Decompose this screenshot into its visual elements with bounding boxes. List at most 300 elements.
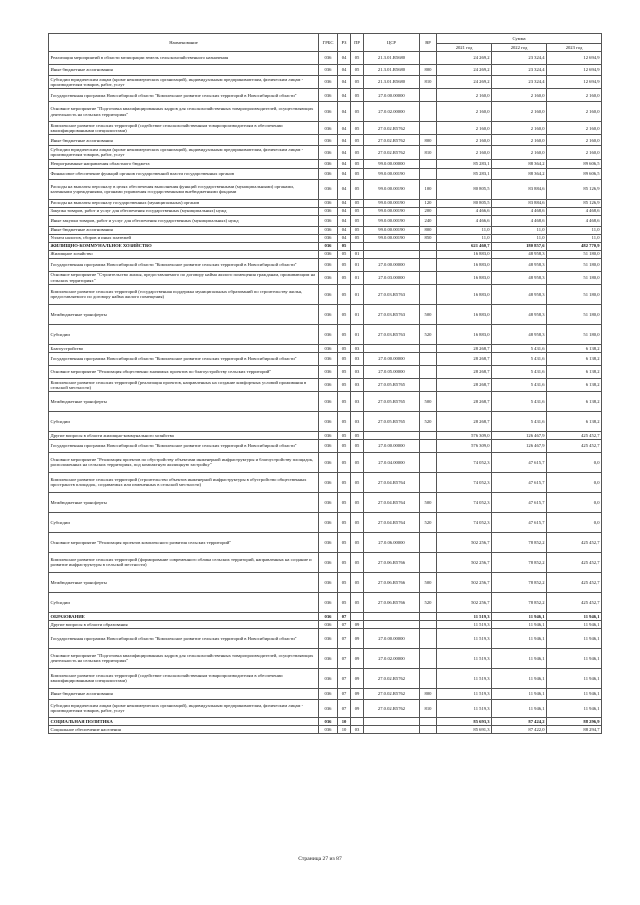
cell-2021: 502 256,7 [437, 592, 492, 612]
cell-name: Комплексное развитие сельских территорий (формирование современного облика сельских территорий, направленных на создание и развитие инфраструктуры в сельской местности) [49, 552, 319, 572]
cell-vr [420, 431, 437, 439]
cell-grbs: 036 [319, 234, 338, 242]
cell-2023: 11 946,1 [547, 668, 602, 688]
cell-name: Субсидии [49, 411, 319, 431]
cell-2021: 74 052,3 [437, 492, 492, 512]
cell-pr: 05 [351, 572, 364, 592]
cell-rz: 07 [338, 628, 351, 648]
cell-rz: 05 [338, 352, 351, 365]
cell-2021: 621 460,7 [437, 242, 492, 250]
cell-grbs: 036 [319, 472, 338, 492]
cell-grbs: 036 [319, 411, 338, 431]
cell-csr: 27.0.04.R5764 [364, 492, 420, 512]
cell-2022: 78 852,2 [492, 592, 547, 612]
cell-vr: 500 [420, 572, 437, 592]
cell-rz: 04 [338, 146, 351, 159]
cell-vr [420, 378, 437, 391]
header-year-2022: 2022 год [492, 44, 547, 52]
cell-name: ЖИЛИЩНО-КОММУНАЛЬНОЕ ХОЗЯЙСТВО [49, 242, 319, 250]
cell-csr: 27.0.02.R5762 [364, 688, 420, 699]
cell-2021: 16 883,0 [437, 258, 492, 271]
cell-2021: 74 052,3 [437, 512, 492, 532]
cell-name: Иные бюджетные ассигнования [49, 688, 319, 699]
cell-grbs: 036 [319, 52, 338, 65]
cell-vr [420, 620, 437, 628]
table-row [49, 242, 602, 250]
header-year-2021: 2021 год [437, 44, 492, 52]
table-row [49, 365, 602, 378]
cell-2021: 4 466,6 [437, 207, 492, 215]
cell-grbs: 036 [319, 242, 338, 250]
cell-2021: 85 283,1 [437, 168, 492, 179]
cell-2021: 24 269,2 [437, 76, 492, 89]
cell-vr [420, 648, 437, 668]
cell-name: Субсидии [49, 324, 319, 344]
cell-csr: 27.0.00.00000 [364, 258, 420, 271]
cell-pr: 05 [351, 159, 364, 168]
cell-grbs: 036 [319, 365, 338, 378]
cell-grbs: 036 [319, 76, 338, 89]
cell-csr: 27.0.06.R5766 [364, 592, 420, 612]
table-row [49, 572, 602, 592]
cell-2023: 482 770,9 [547, 242, 602, 250]
cell-rz: 07 [338, 620, 351, 628]
cell-pr: 09 [351, 648, 364, 668]
cell-2022: 47 615,7 [492, 452, 547, 472]
cell-name: Иные бюджетные ассигнования [49, 135, 319, 146]
cell-grbs: 036 [319, 226, 338, 234]
cell-name: Основное мероприятие "Реализация общественно значимых проектов по благоустройству сельских территорий" [49, 365, 319, 378]
cell-csr: 99.0.00.00190 [364, 226, 420, 234]
cell-name: Основное мероприятие "Реализация проектов комплексного развития сельских территорий" [49, 532, 319, 552]
cell-pr: 09 [351, 699, 364, 717]
cell-2023: 51 180,0 [547, 250, 602, 258]
cell-vr: 520 [420, 411, 437, 431]
cell-vr [420, 284, 437, 304]
cell-2023: 425 452,7 [547, 592, 602, 612]
table-row [49, 532, 602, 552]
cell-2021: 28 268,7 [437, 378, 492, 391]
cell-vr [420, 250, 437, 258]
cell-name: Государственная программа Новосибирской области "Комплексное развитие сельских территорий в Новосибирской области" [49, 439, 319, 452]
cell-2023: 51 180,0 [547, 258, 602, 271]
cell-rz: 05 [338, 492, 351, 512]
cell-2023: 6 138,2 [547, 411, 602, 431]
cell-pr: 05 [351, 199, 364, 207]
cell-name: Субсидии юридическим лицам (кроме некоммерческих организаций), индивидуальным предпринимателям, физическим лицам - производителям товаров, работ, услуг [49, 76, 319, 89]
cell-rz: 10 [338, 725, 351, 733]
header-sum: Сумма [437, 34, 602, 44]
cell-pr: 09 [351, 620, 364, 628]
cell-csr: 27.0.02.R5762 [364, 135, 420, 146]
cell-pr: 03 [351, 725, 364, 733]
cell-vr: 810 [420, 76, 437, 89]
cell-2023: 2 160,0 [547, 135, 602, 146]
cell-2022: 2 160,0 [492, 146, 547, 159]
cell-2022: 47 615,7 [492, 472, 547, 492]
cell-2021: 28 268,7 [437, 391, 492, 411]
cell-2022: 78 852,2 [492, 532, 547, 552]
cell-pr: 09 [351, 688, 364, 699]
cell-2022: 48 958,3 [492, 324, 547, 344]
table-row [49, 271, 602, 284]
cell-rz: 04 [338, 102, 351, 122]
cell-pr: 05 [351, 135, 364, 146]
cell-vr [420, 717, 437, 725]
cell-vr [420, 122, 437, 135]
cell-csr: 21.3.01.R5680 [364, 76, 420, 89]
cell-2021: 4 466,6 [437, 215, 492, 226]
cell-grbs: 036 [319, 612, 338, 620]
cell-csr: 99.0.00.00190 [364, 207, 420, 215]
cell-pr: 05 [351, 76, 364, 89]
cell-pr: 01 [351, 250, 364, 258]
cell-name: Межбюджетные трансферты [49, 492, 319, 512]
cell-2021: 16 883,0 [437, 304, 492, 324]
cell-2023: 88 294,7 [547, 725, 602, 733]
cell-name: Государственная программа Новосибирской области "Комплексное развитие сельских территорий в Новосибирской области" [49, 258, 319, 271]
cell-csr [364, 344, 420, 352]
cell-csr: 27.0.02.R5762 [364, 668, 420, 688]
cell-rz: 05 [338, 512, 351, 532]
cell-csr: 27.0.06.R5766 [364, 572, 420, 592]
cell-2022: 48 958,3 [492, 258, 547, 271]
cell-vr [420, 472, 437, 492]
cell-pr: 03 [351, 378, 364, 391]
cell-csr: 27.0.02.R5762 [364, 146, 420, 159]
cell-2023: 6 138,2 [547, 391, 602, 411]
cell-vr: 520 [420, 592, 437, 612]
cell-2023: 51 180,0 [547, 304, 602, 324]
cell-grbs: 036 [319, 135, 338, 146]
cell-vr [420, 452, 437, 472]
cell-rz: 05 [338, 378, 351, 391]
cell-2022: 78 852,2 [492, 572, 547, 592]
cell-2022: 5 431,6 [492, 378, 547, 391]
header-year-2023: 2023 год [547, 44, 602, 52]
cell-vr: 520 [420, 324, 437, 344]
cell-2021: 85 691,3 [437, 725, 492, 733]
cell-pr: 05 [351, 146, 364, 159]
cell-rz: 07 [338, 668, 351, 688]
cell-2022: 2 160,0 [492, 135, 547, 146]
cell-2023: 425 452,7 [547, 532, 602, 552]
cell-2023: 425 452,7 [547, 552, 602, 572]
cell-2023: 2 160,0 [547, 146, 602, 159]
cell-vr: 100 [420, 179, 437, 199]
cell-grbs: 036 [319, 699, 338, 717]
cell-2021: 11 519,3 [437, 612, 492, 620]
cell-csr: 27.0.05.00000 [364, 365, 420, 378]
cell-2023: 2 160,0 [547, 89, 602, 102]
cell-grbs: 036 [319, 552, 338, 572]
cell-grbs: 036 [319, 512, 338, 532]
cell-pr: 05 [351, 552, 364, 572]
cell-grbs: 036 [319, 168, 338, 179]
cell-2021: 74 052,3 [437, 452, 492, 472]
cell-pr: 05 [351, 592, 364, 612]
cell-2021: 2 160,0 [437, 122, 492, 135]
cell-pr: 05 [351, 452, 364, 472]
table-row [49, 472, 602, 492]
cell-grbs: 036 [319, 250, 338, 258]
cell-name: Закупка товаров, работ и услуг для обеспечения государственных (муниципальных) нужд [49, 207, 319, 215]
cell-rz: 04 [338, 168, 351, 179]
cell-pr: 05 [351, 179, 364, 199]
cell-rz: 07 [338, 648, 351, 668]
cell-2023: 4 468,6 [547, 215, 602, 226]
cell-grbs: 036 [319, 492, 338, 512]
cell-vr [420, 612, 437, 620]
table-row [49, 258, 602, 271]
cell-grbs: 036 [319, 725, 338, 733]
cell-grbs: 036 [319, 572, 338, 592]
cell-csr: 99.0.00.00190 [364, 199, 420, 207]
cell-rz: 04 [338, 65, 351, 76]
cell-rz: 05 [338, 572, 351, 592]
cell-vr: 810 [420, 699, 437, 717]
cell-2022: 5 431,6 [492, 365, 547, 378]
cell-rz: 04 [338, 199, 351, 207]
cell-grbs: 036 [319, 592, 338, 612]
cell-2021: 11,0 [437, 226, 492, 234]
cell-2021: 11 519,3 [437, 668, 492, 688]
cell-csr: 27.0.05.R5765 [364, 378, 420, 391]
cell-2023: 6 138,2 [547, 352, 602, 365]
cell-2023: 11 946,1 [547, 620, 602, 628]
cell-name: Комплексное развитие сельских территорий (содействие сельскохозяйственным товаропроизводителям в обеспечении квалифицированными специалистами) [49, 122, 319, 135]
table-row [49, 431, 602, 439]
header-vr: ВР [420, 34, 437, 52]
cell-2022: 2 160,0 [492, 122, 547, 135]
cell-2022: 87 422,0 [492, 725, 547, 733]
cell-2021: 16 883,0 [437, 250, 492, 258]
cell-2021: 2 160,0 [437, 102, 492, 122]
table-row [49, 439, 602, 452]
cell-pr: 05 [351, 512, 364, 532]
cell-rz: 05 [338, 258, 351, 271]
cell-2023: 12 694,9 [547, 76, 602, 89]
cell-vr [420, 52, 437, 65]
cell-rz: 05 [338, 391, 351, 411]
cell-vr [420, 271, 437, 284]
table-row [49, 512, 602, 532]
cell-rz: 07 [338, 612, 351, 620]
cell-grbs: 036 [319, 65, 338, 76]
cell-2023: 4 468,6 [547, 207, 602, 215]
cell-csr: 27.0.02.R5762 [364, 122, 420, 135]
cell-csr [364, 431, 420, 439]
cell-grbs: 036 [319, 324, 338, 344]
cell-pr: 05 [351, 168, 364, 179]
cell-rz: 05 [338, 344, 351, 352]
cell-vr [420, 365, 437, 378]
cell-2021: 74 052,3 [437, 472, 492, 492]
cell-csr: 27.0.03.00000 [364, 271, 420, 284]
cell-grbs: 036 [319, 199, 338, 207]
table-row [49, 159, 602, 168]
cell-name: Социальное обеспечение населения [49, 725, 319, 733]
cell-vr [420, 532, 437, 552]
cell-csr [364, 620, 420, 628]
cell-vr: 120 [420, 199, 437, 207]
cell-rz: 04 [338, 179, 351, 199]
cell-2022: 23 324,4 [492, 76, 547, 89]
cell-name: Комплексное развитие сельских территорий (государственная поддержка муниципальных образований по строительству жилья, предоставляемого по договору найма жилого помещения) [49, 284, 319, 304]
table-row [49, 324, 602, 344]
cell-pr: 05 [351, 89, 364, 102]
cell-rz: 04 [338, 52, 351, 65]
cell-name: Иные закупки товаров, работ и услуг для обеспечения государственных (муниципальных) нужд [49, 215, 319, 226]
cell-2022: 126 467,9 [492, 439, 547, 452]
table-row [49, 668, 602, 688]
cell-rz: 05 [338, 242, 351, 250]
cell-pr: 05 [351, 226, 364, 234]
cell-2023: 2 160,0 [547, 122, 602, 135]
cell-2021: 28 268,7 [437, 365, 492, 378]
table-body [49, 52, 602, 734]
cell-grbs: 036 [319, 352, 338, 365]
cell-name: Расходы на выплаты персоналу в целях обеспечения выполнения функций государственными (муниципальными) органами, казенными учреждениями, органами управления государственными внебюджетными фондами [49, 179, 319, 199]
cell-2022: 5 431,6 [492, 391, 547, 411]
cell-2023: 11 946,1 [547, 612, 602, 620]
cell-2023: 11 946,1 [547, 648, 602, 668]
cell-2022: 88 364,2 [492, 168, 547, 179]
cell-pr: 05 [351, 431, 364, 439]
cell-name: Основное мероприятие "Строительство жилья, предоставляемого по договору найма жилого помещения гражданам, проживающим на сельских территориях" [49, 271, 319, 284]
cell-rz: 05 [338, 411, 351, 431]
cell-2023: 11,0 [547, 226, 602, 234]
cell-csr: 27.0.03.R5763 [364, 304, 420, 324]
cell-vr: 200 [420, 207, 437, 215]
cell-name: Иные бюджетные ассигнования [49, 226, 319, 234]
cell-grbs: 036 [319, 648, 338, 668]
cell-csr: 27.0.00.00000 [364, 89, 420, 102]
table-row [49, 52, 602, 65]
cell-grbs: 036 [319, 391, 338, 411]
page-number: Страница 27 из 87 [298, 856, 342, 862]
cell-2021: 85 283,1 [437, 159, 492, 168]
cell-name: Субсидии юридическим лицам (кроме некоммерческих организаций), индивидуальным предпринимателям, физическим лицам - производителям товаров, работ, услуг [49, 146, 319, 159]
table-row [49, 344, 602, 352]
cell-csr [364, 612, 420, 620]
cell-name: Комплексное развитие сельских территорий (строительство объектов инженерной инфраструктуры в обустройство общественных пространств площадок, создаваемых или измененных в сельской местности) [49, 472, 319, 492]
cell-vr: 520 [420, 512, 437, 532]
cell-rz: 05 [338, 324, 351, 344]
table-row [49, 234, 602, 242]
cell-rz: 07 [338, 688, 351, 699]
table-row [49, 648, 602, 668]
cell-grbs: 036 [319, 620, 338, 628]
cell-2021: 80 805,5 [437, 179, 492, 199]
cell-grbs: 036 [319, 688, 338, 699]
cell-2021: 28 268,7 [437, 411, 492, 431]
cell-2022: 11 946,1 [492, 668, 547, 688]
cell-2021: 80 805,5 [437, 199, 492, 207]
cell-grbs: 036 [319, 215, 338, 226]
cell-2021: 85 693,3 [437, 717, 492, 725]
cell-pr: 01 [351, 271, 364, 284]
header-rz: РЗ [338, 34, 351, 52]
document-page [48, 33, 601, 734]
cell-pr: 05 [351, 122, 364, 135]
cell-2022: 48 958,3 [492, 271, 547, 284]
cell-vr [420, 628, 437, 648]
cell-rz: 04 [338, 135, 351, 146]
cell-vr: 800 [420, 226, 437, 234]
cell-vr [420, 344, 437, 352]
cell-2021: 502 256,7 [437, 552, 492, 572]
cell-vr [420, 668, 437, 688]
cell-name: Межбюджетные трансферты [49, 391, 319, 411]
cell-pr: 05 [351, 472, 364, 492]
cell-pr: 05 [351, 207, 364, 215]
cell-name: ОБРАЗОВАНИЕ [49, 612, 319, 620]
cell-csr: 99.0.00.00000 [364, 159, 420, 168]
cell-2022: 11,0 [492, 226, 547, 234]
cell-2023: 0,0 [547, 452, 602, 472]
cell-name: Реализация мероприятий в области мелиорации земель сельскохозяйственного назначения [49, 52, 319, 65]
cell-csr [364, 250, 420, 258]
cell-2022: 5 431,6 [492, 352, 547, 365]
cell-pr [351, 717, 364, 725]
table-row [49, 135, 602, 146]
cell-rz: 04 [338, 122, 351, 135]
table-row [49, 592, 602, 612]
cell-grbs: 036 [319, 304, 338, 324]
cell-csr: 27.0.05.R5765 [364, 391, 420, 411]
cell-rz: 05 [338, 552, 351, 572]
cell-name: Комплексное развитие сельских территорий (реализация проектов, направленных на создание комфортных условий проживания в сельской местности) [49, 378, 319, 391]
cell-name: СОЦИАЛЬНАЯ ПОЛИТИКА [49, 717, 319, 725]
cell-rz: 04 [338, 159, 351, 168]
cell-csr: 27.0.06.00000 [364, 532, 420, 552]
cell-rz: 04 [338, 89, 351, 102]
cell-2022: 126 467,9 [492, 431, 547, 439]
cell-name: Финансовое обеспечение функций органов государственной власти государственных органов [49, 168, 319, 179]
cell-csr: 27.0.02.00000 [364, 102, 420, 122]
table-row [49, 492, 602, 512]
cell-grbs: 036 [319, 378, 338, 391]
cell-2021: 576 309,0 [437, 431, 492, 439]
table-row [49, 284, 602, 304]
cell-csr: 27.0.00.00000 [364, 628, 420, 648]
cell-2022: 11 946,1 [492, 620, 547, 628]
cell-csr [364, 242, 420, 250]
table-row [49, 207, 602, 215]
cell-pr: 05 [351, 234, 364, 242]
table-row [49, 452, 602, 472]
table-row [49, 122, 602, 135]
cell-grbs: 036 [319, 146, 338, 159]
table-row [49, 179, 602, 199]
cell-csr [364, 717, 420, 725]
cell-2023: 85 126,9 [547, 199, 602, 207]
cell-pr: 05 [351, 52, 364, 65]
cell-rz: 05 [338, 250, 351, 258]
cell-csr: 27.0.04.R5764 [364, 512, 420, 532]
cell-vr: 240 [420, 215, 437, 226]
table-row [49, 628, 602, 648]
cell-vr [420, 242, 437, 250]
cell-name: Иные бюджетные ассигнования [49, 65, 319, 76]
cell-name: Основное мероприятие "Подготовка квалифицированных кадров для сельскохозяйственных товаропроизводителей, осуществляющих деятельность на сельских территориях" [49, 648, 319, 668]
cell-csr: 99.0.00.00190 [364, 215, 420, 226]
cell-2023: 89 606,5 [547, 168, 602, 179]
cell-2023: 11 946,1 [547, 688, 602, 699]
cell-vr [420, 102, 437, 122]
cell-grbs: 036 [319, 452, 338, 472]
